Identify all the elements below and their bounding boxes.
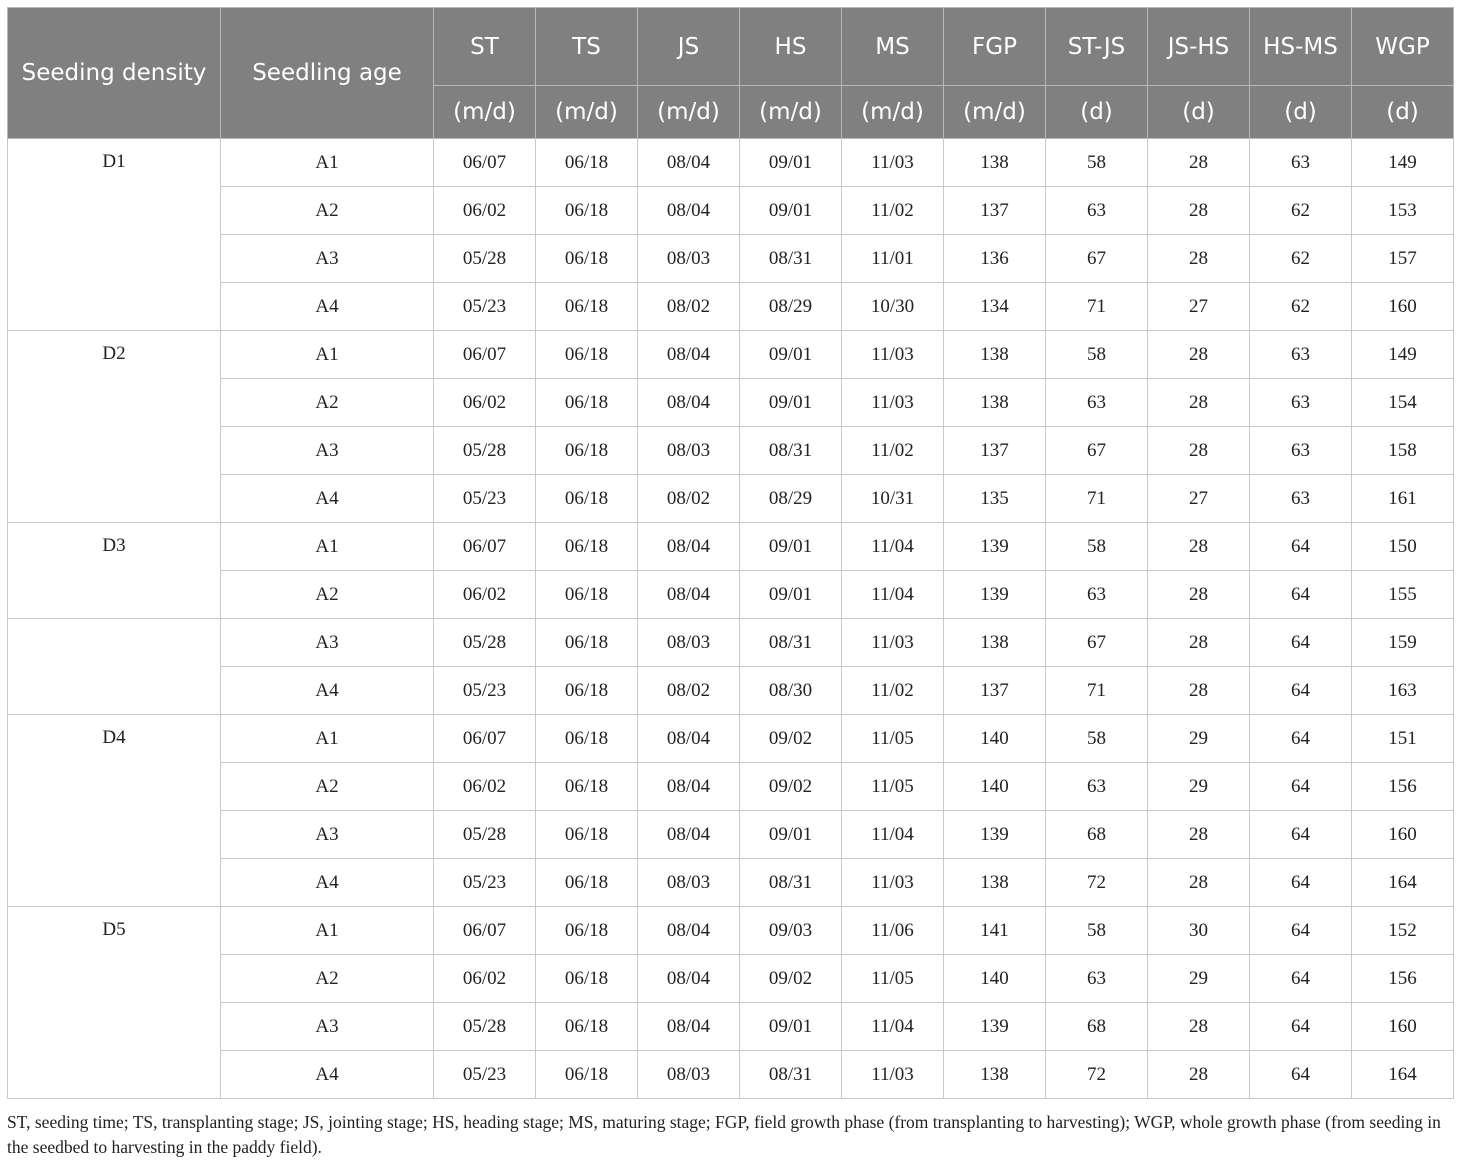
cell-js-hs: 29 — [1148, 763, 1250, 811]
cell-st: 05/23 — [434, 475, 536, 523]
cell-hs: 08/31 — [740, 1051, 842, 1099]
cell-seedling-age: A2 — [221, 379, 434, 427]
cell-st-js: 63 — [1046, 763, 1148, 811]
table-row — [8, 283, 1454, 331]
table-row — [8, 139, 1454, 187]
cell-js: 08/04 — [638, 955, 740, 1003]
cell-seedling-age: A1 — [221, 907, 434, 955]
cell-js-hs: 28 — [1148, 427, 1250, 475]
unit-js-hs: (d) — [1148, 86, 1250, 139]
cell-wgp: 159 — [1352, 619, 1454, 667]
table-row — [8, 715, 1454, 763]
cell-st-js: 67 — [1046, 619, 1148, 667]
cell-hs: 09/02 — [740, 763, 842, 811]
cell-st-js: 71 — [1046, 283, 1148, 331]
cell-st-js: 71 — [1046, 667, 1148, 715]
cell-wgp: 156 — [1352, 955, 1454, 1003]
cell-js-hs: 28 — [1148, 1003, 1250, 1051]
cell-seedling-age: A1 — [221, 331, 434, 379]
cell-ts: 06/18 — [536, 619, 638, 667]
cell-seeding-density: D5 — [8, 907, 221, 1099]
header-js-hs: JS-HS — [1148, 8, 1250, 86]
cell-fgp: 138 — [944, 859, 1046, 907]
table-row — [8, 859, 1454, 907]
table-row — [8, 619, 1454, 667]
cell-seeding-density — [8, 619, 221, 715]
cell-seedling-age: A4 — [221, 1051, 434, 1099]
cell-wgp: 150 — [1352, 523, 1454, 571]
cell-fgp: 138 — [944, 1051, 1046, 1099]
cell-ts: 06/18 — [536, 715, 638, 763]
cell-js: 08/03 — [638, 1051, 740, 1099]
table-row — [8, 907, 1454, 955]
cell-ms: 10/30 — [842, 283, 944, 331]
cell-ts: 06/18 — [536, 1051, 638, 1099]
cell-js: 08/04 — [638, 139, 740, 187]
table-row — [8, 1003, 1454, 1051]
cell-js: 08/04 — [638, 907, 740, 955]
cell-hs: 09/01 — [740, 379, 842, 427]
header-hs: HS — [740, 8, 842, 86]
cell-seedling-age: A3 — [221, 427, 434, 475]
cell-js: 08/04 — [638, 331, 740, 379]
cell-wgp: 161 — [1352, 475, 1454, 523]
cell-fgp: 134 — [944, 283, 1046, 331]
cell-st: 06/02 — [434, 379, 536, 427]
cell-js-hs: 27 — [1148, 475, 1250, 523]
cell-ts: 06/18 — [536, 571, 638, 619]
cell-js-hs: 28 — [1148, 187, 1250, 235]
header-st: ST — [434, 8, 536, 86]
table-footnote: ST, seeding time; TS, transplanting stage; JS, jointing stage; HS, heading stage; MS, maturing stage; FGP, field growth phase (from transplanting to harvesting); WGP, whole growth phase (from seeding in the seedbed to harvesting in the paddy field). — [7, 1112, 1441, 1157]
table-row — [8, 187, 1454, 235]
unit-ms: (m/d) — [842, 86, 944, 139]
cell-js-hs: 28 — [1148, 811, 1250, 859]
cell-hs-ms: 63 — [1250, 331, 1352, 379]
cell-ts: 06/18 — [536, 763, 638, 811]
cell-ts: 06/18 — [536, 235, 638, 283]
cell-wgp: 149 — [1352, 139, 1454, 187]
cell-hs: 08/29 — [740, 475, 842, 523]
header-ts: TS — [536, 8, 638, 86]
cell-hs: 08/31 — [740, 235, 842, 283]
cell-ts: 06/18 — [536, 811, 638, 859]
cell-js-hs: 29 — [1148, 955, 1250, 1003]
cell-ts: 06/18 — [536, 187, 638, 235]
cell-js: 08/04 — [638, 187, 740, 235]
cell-seedling-age: A3 — [221, 811, 434, 859]
cell-wgp: 149 — [1352, 331, 1454, 379]
cell-fgp: 141 — [944, 907, 1046, 955]
cell-fgp: 139 — [944, 811, 1046, 859]
header-wgp: WGP — [1352, 8, 1454, 86]
cell-hs-ms: 64 — [1250, 811, 1352, 859]
cell-st: 06/02 — [434, 763, 536, 811]
cell-seedling-age: A2 — [221, 187, 434, 235]
cell-hs: 09/01 — [740, 811, 842, 859]
cell-js: 08/03 — [638, 859, 740, 907]
cell-seedling-age: A3 — [221, 1003, 434, 1051]
cell-ms: 11/06 — [842, 907, 944, 955]
cell-js-hs: 28 — [1148, 235, 1250, 283]
cell-wgp: 155 — [1352, 571, 1454, 619]
cell-hs-ms: 63 — [1250, 427, 1352, 475]
cell-st: 05/23 — [434, 283, 536, 331]
cell-js-hs: 30 — [1148, 907, 1250, 955]
cell-ts: 06/18 — [536, 427, 638, 475]
cell-seedling-age: A1 — [221, 715, 434, 763]
cell-ts: 06/18 — [536, 379, 638, 427]
cell-wgp: 160 — [1352, 811, 1454, 859]
cell-ms: 11/02 — [842, 187, 944, 235]
cell-js-hs: 28 — [1148, 571, 1250, 619]
cell-js: 08/04 — [638, 715, 740, 763]
cell-st: 06/02 — [434, 571, 536, 619]
table-row — [8, 475, 1454, 523]
cell-seeding-density: D1 — [8, 139, 221, 331]
cell-hs: 08/31 — [740, 427, 842, 475]
cell-fgp: 138 — [944, 139, 1046, 187]
cell-seeding-density: D3 — [8, 523, 221, 619]
cell-st: 06/07 — [434, 907, 536, 955]
unit-fgp: (m/d) — [944, 86, 1046, 139]
header-fgp: FGP — [944, 8, 1046, 86]
cell-ms: 11/05 — [842, 763, 944, 811]
cell-seedling-age: A4 — [221, 859, 434, 907]
cell-js-hs: 28 — [1148, 523, 1250, 571]
cell-js-hs: 28 — [1148, 139, 1250, 187]
cell-js: 08/04 — [638, 523, 740, 571]
cell-ts: 06/18 — [536, 955, 638, 1003]
cell-ts: 06/18 — [536, 523, 638, 571]
cell-seedling-age: A4 — [221, 283, 434, 331]
cell-hs-ms: 63 — [1250, 475, 1352, 523]
cell-wgp: 158 — [1352, 427, 1454, 475]
cell-ms: 11/03 — [842, 331, 944, 379]
cell-wgp: 157 — [1352, 235, 1454, 283]
cell-hs-ms: 64 — [1250, 571, 1352, 619]
table-row — [8, 1051, 1454, 1099]
cell-wgp: 153 — [1352, 187, 1454, 235]
cell-seedling-age: A1 — [221, 139, 434, 187]
table-row — [8, 667, 1454, 715]
cell-fgp: 138 — [944, 619, 1046, 667]
cell-st-js: 68 — [1046, 1003, 1148, 1051]
cell-st-js: 72 — [1046, 859, 1148, 907]
cell-hs: 08/30 — [740, 667, 842, 715]
table-body — [8, 139, 1454, 1099]
cell-st: 05/28 — [434, 1003, 536, 1051]
cell-st: 06/07 — [434, 331, 536, 379]
cell-st-js: 58 — [1046, 907, 1148, 955]
table-row — [8, 571, 1454, 619]
cell-st: 05/23 — [434, 667, 536, 715]
cell-seedling-age: A3 — [221, 619, 434, 667]
header-row-labels — [8, 8, 1454, 86]
cell-ms: 11/04 — [842, 1003, 944, 1051]
cell-ts: 06/18 — [536, 1003, 638, 1051]
cell-fgp: 136 — [944, 235, 1046, 283]
cell-wgp: 156 — [1352, 763, 1454, 811]
header-seeding-density: Seeding density — [8, 8, 221, 139]
unit-st-js: (d) — [1046, 86, 1148, 139]
cell-ts: 06/18 — [536, 667, 638, 715]
cell-ms: 11/04 — [842, 523, 944, 571]
cell-js: 08/02 — [638, 667, 740, 715]
unit-hs: (m/d) — [740, 86, 842, 139]
cell-st: 06/07 — [434, 523, 536, 571]
cell-hs: 09/01 — [740, 187, 842, 235]
cell-hs-ms: 64 — [1250, 715, 1352, 763]
cell-ms: 11/02 — [842, 667, 944, 715]
cell-wgp: 151 — [1352, 715, 1454, 763]
cell-seedling-age: A1 — [221, 523, 434, 571]
cell-st-js: 67 — [1046, 235, 1148, 283]
cell-st: 05/28 — [434, 427, 536, 475]
table-header — [8, 8, 1454, 139]
cell-hs-ms: 62 — [1250, 187, 1352, 235]
cell-js: 08/04 — [638, 1003, 740, 1051]
cell-seedling-age: A3 — [221, 235, 434, 283]
cell-hs: 08/29 — [740, 283, 842, 331]
cell-js-hs: 28 — [1148, 331, 1250, 379]
cell-st-js: 63 — [1046, 187, 1148, 235]
cell-wgp: 163 — [1352, 667, 1454, 715]
cell-ms: 11/03 — [842, 379, 944, 427]
cell-hs-ms: 62 — [1250, 283, 1352, 331]
header-js: JS — [638, 8, 740, 86]
cell-st-js: 68 — [1046, 811, 1148, 859]
cell-ms: 11/03 — [842, 139, 944, 187]
cell-wgp: 160 — [1352, 283, 1454, 331]
table-row — [8, 427, 1454, 475]
cell-st: 05/23 — [434, 859, 536, 907]
cell-st-js: 58 — [1046, 139, 1148, 187]
cell-js-hs: 28 — [1148, 379, 1250, 427]
cell-wgp: 154 — [1352, 379, 1454, 427]
cell-js: 08/02 — [638, 475, 740, 523]
cell-js: 08/02 — [638, 283, 740, 331]
table-row — [8, 379, 1454, 427]
cell-hs: 08/31 — [740, 859, 842, 907]
cell-ms: 11/05 — [842, 955, 944, 1003]
cell-js: 08/04 — [638, 571, 740, 619]
header-st-js: ST-JS — [1046, 8, 1148, 86]
header-ms: MS — [842, 8, 944, 86]
cell-hs-ms: 64 — [1250, 1003, 1352, 1051]
cell-hs-ms: 64 — [1250, 763, 1352, 811]
cell-fgp: 135 — [944, 475, 1046, 523]
cell-fgp: 139 — [944, 571, 1046, 619]
cell-st-js: 58 — [1046, 715, 1148, 763]
cell-hs-ms: 64 — [1250, 907, 1352, 955]
cell-js: 08/03 — [638, 427, 740, 475]
growth-stage-table — [7, 7, 1454, 1099]
cell-js-hs: 28 — [1148, 619, 1250, 667]
cell-seedling-age: A4 — [221, 475, 434, 523]
cell-fgp: 137 — [944, 187, 1046, 235]
table-row — [8, 811, 1454, 859]
cell-hs-ms: 64 — [1250, 1051, 1352, 1099]
unit-ts: (m/d) — [536, 86, 638, 139]
cell-ms: 11/03 — [842, 619, 944, 667]
cell-ts: 06/18 — [536, 283, 638, 331]
cell-js-hs: 28 — [1148, 667, 1250, 715]
cell-wgp: 164 — [1352, 1051, 1454, 1099]
cell-ms: 11/01 — [842, 235, 944, 283]
cell-ms: 11/05 — [842, 715, 944, 763]
cell-ms: 11/03 — [842, 859, 944, 907]
cell-ms: 11/02 — [842, 427, 944, 475]
header-seedling-age: Seedling age — [221, 8, 434, 139]
table-row — [8, 523, 1454, 571]
cell-hs: 09/01 — [740, 1003, 842, 1051]
cell-js-hs: 29 — [1148, 715, 1250, 763]
cell-seedling-age: A2 — [221, 955, 434, 1003]
cell-hs: 09/01 — [740, 523, 842, 571]
cell-hs-ms: 64 — [1250, 859, 1352, 907]
cell-ts: 06/18 — [536, 139, 638, 187]
cell-st-js: 71 — [1046, 475, 1148, 523]
unit-js: (m/d) — [638, 86, 740, 139]
cell-st: 06/07 — [434, 139, 536, 187]
cell-seeding-density: D2 — [8, 331, 221, 523]
cell-st: 06/02 — [434, 187, 536, 235]
cell-hs: 09/01 — [740, 571, 842, 619]
unit-st: (m/d) — [434, 86, 536, 139]
cell-js-hs: 27 — [1148, 283, 1250, 331]
cell-wgp: 160 — [1352, 1003, 1454, 1051]
cell-hs-ms: 62 — [1250, 235, 1352, 283]
cell-st-js: 63 — [1046, 955, 1148, 1003]
cell-hs-ms: 64 — [1250, 955, 1352, 1003]
cell-st-js: 58 — [1046, 523, 1148, 571]
cell-st-js: 63 — [1046, 379, 1148, 427]
cell-ms: 11/03 — [842, 1051, 944, 1099]
cell-ts: 06/18 — [536, 331, 638, 379]
cell-js: 08/03 — [638, 235, 740, 283]
cell-hs: 09/01 — [740, 139, 842, 187]
cell-ts: 06/18 — [536, 859, 638, 907]
unit-hs-ms: (d) — [1250, 86, 1352, 139]
cell-js-hs: 28 — [1148, 859, 1250, 907]
cell-seeding-density: D4 — [8, 715, 221, 907]
cell-js: 08/03 — [638, 619, 740, 667]
cell-st-js: 67 — [1046, 427, 1148, 475]
cell-hs-ms: 63 — [1250, 139, 1352, 187]
cell-st: 05/28 — [434, 619, 536, 667]
cell-fgp: 138 — [944, 379, 1046, 427]
cell-fgp: 137 — [944, 427, 1046, 475]
table-row — [8, 763, 1454, 811]
unit-wgp: (d) — [1352, 86, 1454, 139]
cell-hs-ms: 64 — [1250, 523, 1352, 571]
cell-st: 05/23 — [434, 1051, 536, 1099]
cell-ms: 10/31 — [842, 475, 944, 523]
cell-hs-ms: 64 — [1250, 619, 1352, 667]
cell-fgp: 140 — [944, 763, 1046, 811]
table-row — [8, 331, 1454, 379]
cell-st: 06/07 — [434, 715, 536, 763]
header-hs-ms: HS-MS — [1250, 8, 1352, 86]
cell-fgp: 138 — [944, 331, 1046, 379]
cell-fgp: 139 — [944, 523, 1046, 571]
cell-seedling-age: A2 — [221, 763, 434, 811]
table-row — [8, 955, 1454, 1003]
cell-fgp: 139 — [944, 1003, 1046, 1051]
cell-ts: 06/18 — [536, 907, 638, 955]
cell-wgp: 164 — [1352, 859, 1454, 907]
cell-ms: 11/04 — [842, 811, 944, 859]
cell-seedling-age: A2 — [221, 571, 434, 619]
cell-st: 05/28 — [434, 235, 536, 283]
cell-hs-ms: 64 — [1250, 667, 1352, 715]
cell-st-js: 63 — [1046, 571, 1148, 619]
cell-js: 08/04 — [638, 379, 740, 427]
cell-seedling-age: A4 — [221, 667, 434, 715]
cell-hs: 08/31 — [740, 619, 842, 667]
cell-st: 06/02 — [434, 955, 536, 1003]
table-row — [8, 235, 1454, 283]
cell-js: 08/04 — [638, 811, 740, 859]
cell-fgp: 137 — [944, 667, 1046, 715]
cell-hs: 09/02 — [740, 715, 842, 763]
cell-st-js: 58 — [1046, 331, 1148, 379]
cell-ts: 06/18 — [536, 475, 638, 523]
cell-wgp: 152 — [1352, 907, 1454, 955]
cell-ms: 11/04 — [842, 571, 944, 619]
cell-fgp: 140 — [944, 955, 1046, 1003]
cell-fgp: 140 — [944, 715, 1046, 763]
cell-hs: 09/03 — [740, 907, 842, 955]
cell-hs-ms: 63 — [1250, 379, 1352, 427]
cell-hs: 09/02 — [740, 955, 842, 1003]
cell-js-hs: 28 — [1148, 1051, 1250, 1099]
cell-hs: 09/01 — [740, 331, 842, 379]
cell-js: 08/04 — [638, 763, 740, 811]
cell-st-js: 72 — [1046, 1051, 1148, 1099]
cell-st: 05/28 — [434, 811, 536, 859]
